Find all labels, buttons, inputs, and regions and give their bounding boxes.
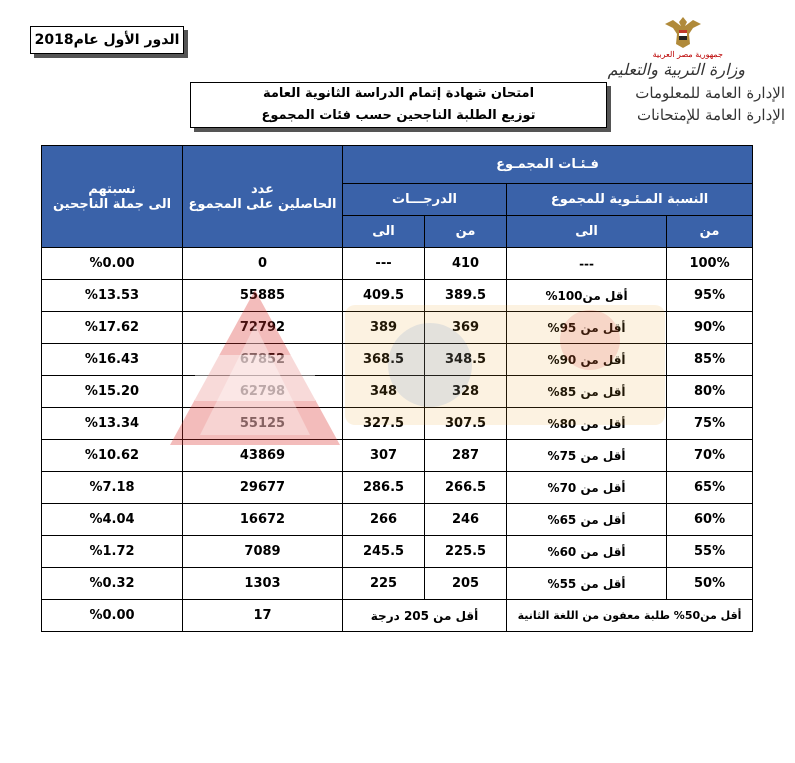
pct-to-cell: أقل من 55% xyxy=(507,568,667,600)
ratio-cell: %15.20 xyxy=(42,376,183,408)
ratio-cell: %13.53 xyxy=(42,280,183,312)
pct-from-cell: 75% xyxy=(667,408,753,440)
pct-to-cell: أقل من 85% xyxy=(507,376,667,408)
table-row xyxy=(42,504,753,536)
ratio-cell: %4.04 xyxy=(42,504,183,536)
count-header: عدد الحاصلين على المجموع xyxy=(183,146,343,248)
table-row xyxy=(42,312,753,344)
table-row xyxy=(42,536,753,568)
ministry-logo xyxy=(607,14,785,124)
pct-to-cell: أقل من 80% xyxy=(507,408,667,440)
pct-from-header: من xyxy=(667,216,753,248)
groups-header: فـئـات المجمـوع xyxy=(343,146,753,184)
table-row xyxy=(42,280,753,312)
title-line-1: امتحان شهادة إتمام الدراسة الثانوية العامة xyxy=(262,86,535,101)
count-cell: 16672 xyxy=(183,504,343,536)
table-row xyxy=(42,376,753,408)
deg-from-cell: 328 xyxy=(425,376,507,408)
pct-from-cell: 70% xyxy=(667,440,753,472)
deg-to-cell: --- xyxy=(343,248,425,280)
count-cell: 7089 xyxy=(183,536,343,568)
exam-round-box xyxy=(30,26,184,54)
pct-from-cell: 50% xyxy=(667,568,753,600)
logo-info-dept: الإدارة العامة للمعلومات xyxy=(635,84,785,102)
ratio-cell: %17.62 xyxy=(42,312,183,344)
deg-to-header: الى xyxy=(343,216,425,248)
count-cell: 0 xyxy=(183,248,343,280)
pct-to-cell: أقل من 95% xyxy=(507,312,667,344)
table-row xyxy=(42,344,753,376)
table-row xyxy=(42,568,753,600)
deg-to-cell: 348 xyxy=(343,376,425,408)
deg-to-cell: 368.5 xyxy=(343,344,425,376)
deg-from-header: من xyxy=(425,216,507,248)
logo-country: جمهورية مصر العربية xyxy=(652,50,723,59)
pct-from-cell: 85% xyxy=(667,344,753,376)
pct-from-cell: 100% xyxy=(667,248,753,280)
pct-to-cell: أقل من 75% xyxy=(507,440,667,472)
pct-to-cell: أقل من 70% xyxy=(507,472,667,504)
table-row xyxy=(42,472,753,504)
table-row-exempt xyxy=(42,600,753,632)
deg-to-cell: 225 xyxy=(343,568,425,600)
count-cell: 55125 xyxy=(183,408,343,440)
logo-ministry: وزارة التربية والتعليم xyxy=(607,60,745,79)
pct-to-cell: --- xyxy=(507,248,667,280)
table-row xyxy=(42,440,753,472)
pct-to-cell: أقل من100% xyxy=(507,280,667,312)
pct-from-cell: 65% xyxy=(667,472,753,504)
deg-to-cell: 286.5 xyxy=(343,472,425,504)
deg-to-cell: 409.5 xyxy=(343,280,425,312)
pct-to-cell: أقل من 60% xyxy=(507,536,667,568)
pct-to-header: الى xyxy=(507,216,667,248)
pct-to-cell: أقل من 65% xyxy=(507,504,667,536)
deg-from-cell: 307.5 xyxy=(425,408,507,440)
logo-exams-dept: الإدارة العامة للإمتحانات xyxy=(636,106,785,124)
deg-to-cell: 389 xyxy=(343,312,425,344)
deg-to-cell: 327.5 xyxy=(343,408,425,440)
deg-from-cell: 369 xyxy=(425,312,507,344)
ratio-cell: %10.62 xyxy=(42,440,183,472)
exempt-pct-cell: أقل من50% طلبة معفون من اللغة الثانية xyxy=(507,600,753,632)
pct-header: النسبة المـئـوية للمجموع xyxy=(507,184,753,216)
count-cell: 72792 xyxy=(183,312,343,344)
title-line-2: توزيع الطلبة الناجحين حسب فئات المجموع xyxy=(261,108,536,123)
eagle-emblem-icon xyxy=(663,14,703,50)
deg-from-cell: 246 xyxy=(425,504,507,536)
deg-header: الدرجـــات xyxy=(343,184,507,216)
deg-to-cell: 266 xyxy=(343,504,425,536)
exempt-deg-cell: أقل من 205 درجة xyxy=(343,600,507,632)
deg-from-cell: 266.5 xyxy=(425,472,507,504)
exempt-ratio-cell: %0.00 xyxy=(42,600,183,632)
deg-from-cell: 389.5 xyxy=(425,280,507,312)
deg-to-cell: 307 xyxy=(343,440,425,472)
ratio-cell: %0.00 xyxy=(42,248,183,280)
deg-from-cell: 225.5 xyxy=(425,536,507,568)
deg-from-cell: 287 xyxy=(425,440,507,472)
ratio-cell: %7.18 xyxy=(42,472,183,504)
ratio-cell: %16.43 xyxy=(42,344,183,376)
exam-year: 2018 xyxy=(34,32,74,48)
pct-from-cell: 60% xyxy=(667,504,753,536)
count-cell: 55885 xyxy=(183,280,343,312)
title-box xyxy=(190,82,607,128)
count-cell: 67852 xyxy=(183,344,343,376)
deg-from-cell: 205 xyxy=(425,568,507,600)
table-row xyxy=(42,248,753,280)
deg-from-cell: 410 xyxy=(425,248,507,280)
pct-from-cell: 80% xyxy=(667,376,753,408)
count-cell: 29677 xyxy=(183,472,343,504)
pct-to-cell: أقل من 90% xyxy=(507,344,667,376)
exam-round-label: الدور الأول عام xyxy=(73,32,180,48)
pct-from-cell: 95% xyxy=(667,280,753,312)
ratio-cell: %13.34 xyxy=(42,408,183,440)
count-cell: 1303 xyxy=(183,568,343,600)
deg-to-cell: 245.5 xyxy=(343,536,425,568)
exempt-count-cell: 17 xyxy=(183,600,343,632)
pct-from-cell: 90% xyxy=(667,312,753,344)
ratio-header: نسبتهم الى جملة الناجحين xyxy=(42,146,183,248)
ratio-cell: %0.32 xyxy=(42,568,183,600)
table-row xyxy=(42,408,753,440)
count-cell: 43869 xyxy=(183,440,343,472)
deg-from-cell: 348.5 xyxy=(425,344,507,376)
results-table xyxy=(41,145,753,632)
ratio-cell: %1.72 xyxy=(42,536,183,568)
count-cell: 62798 xyxy=(183,376,343,408)
pct-from-cell: 55% xyxy=(667,536,753,568)
